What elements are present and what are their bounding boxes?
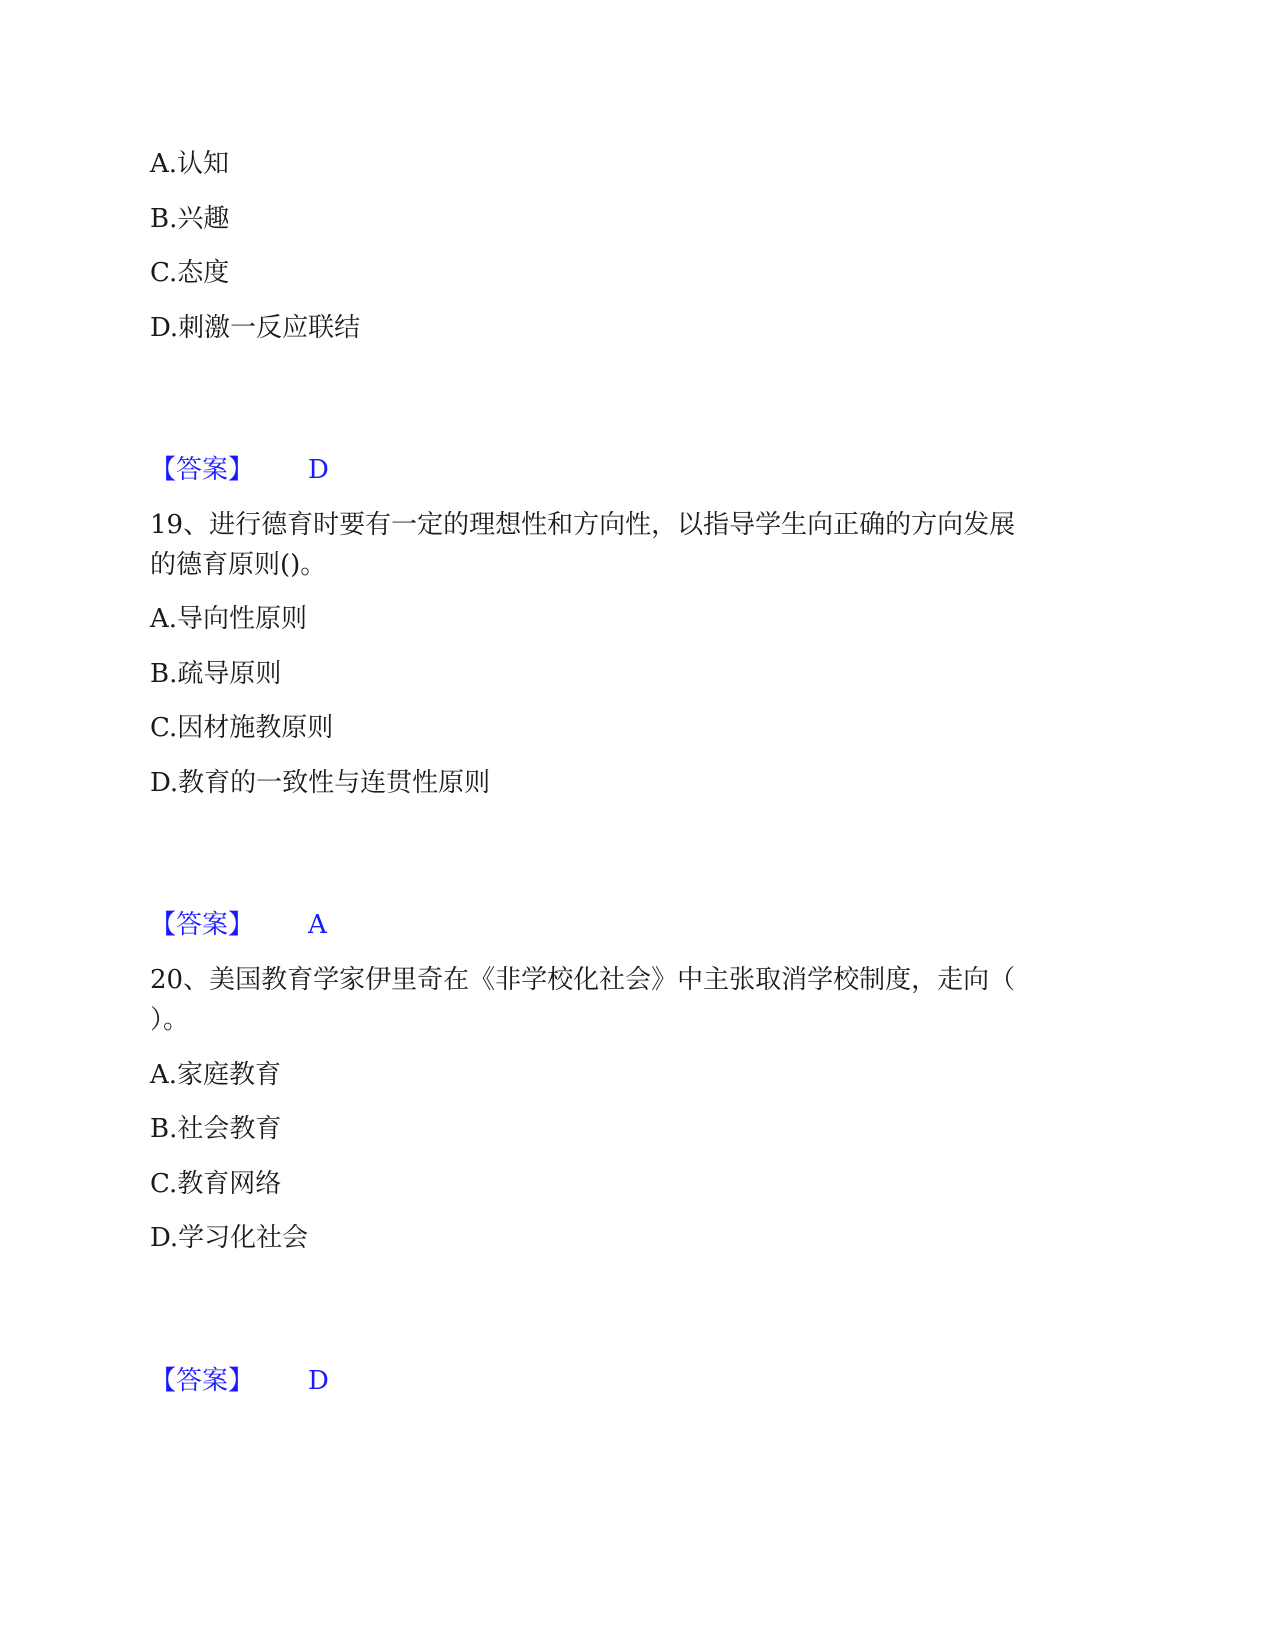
q20-stem-line1: 20、美国教育学家伊里奇在《非学校化社会》中主张取消学校制度，走向（ [150, 965, 1016, 995]
q20-answer-label: 【答案】 [150, 1366, 255, 1396]
q20-option-a: A.家庭教育 [150, 1060, 282, 1090]
q20-answer-value: D [308, 1366, 329, 1396]
q20-stem-line2: ）。 [150, 1005, 190, 1035]
q19-answer-value: A [308, 910, 327, 940]
q18-answer-label: 【答案】 [150, 455, 255, 485]
q19-stem-line1: 19、进行德育时要有一定的理想性和方向性，以指导学生向正确的方向发展 [150, 510, 1016, 540]
q19-option-b: B.疏导原则 [150, 659, 282, 689]
q18-option-b: B.兴趣 [150, 204, 230, 234]
q20-option-b: B.社会教育 [150, 1114, 282, 1144]
q18-option-c: C.态度 [150, 258, 230, 288]
q19-stem-line2: 的德育原则()。 [150, 550, 327, 580]
q20-option-d: D.学习化社会 [150, 1223, 309, 1253]
q18-option-a: A.认知 [150, 149, 230, 179]
q19-answer [150, 905, 327, 945]
q19-option-d: D.教育的一致性与连贯性原则 [150, 768, 491, 798]
q20-answer [150, 1361, 329, 1401]
q20-option-c: C.教育网络 [150, 1169, 282, 1199]
q18-answer [150, 450, 329, 490]
q19-answer-label: 【答案】 [150, 910, 255, 940]
q19-option-a: A.导向性原则 [150, 604, 308, 634]
q18-option-d: D.刺激一反应联结 [150, 313, 361, 343]
q19-option-c: C.因材施教原则 [150, 713, 334, 743]
q18-answer-value: D [308, 455, 329, 485]
